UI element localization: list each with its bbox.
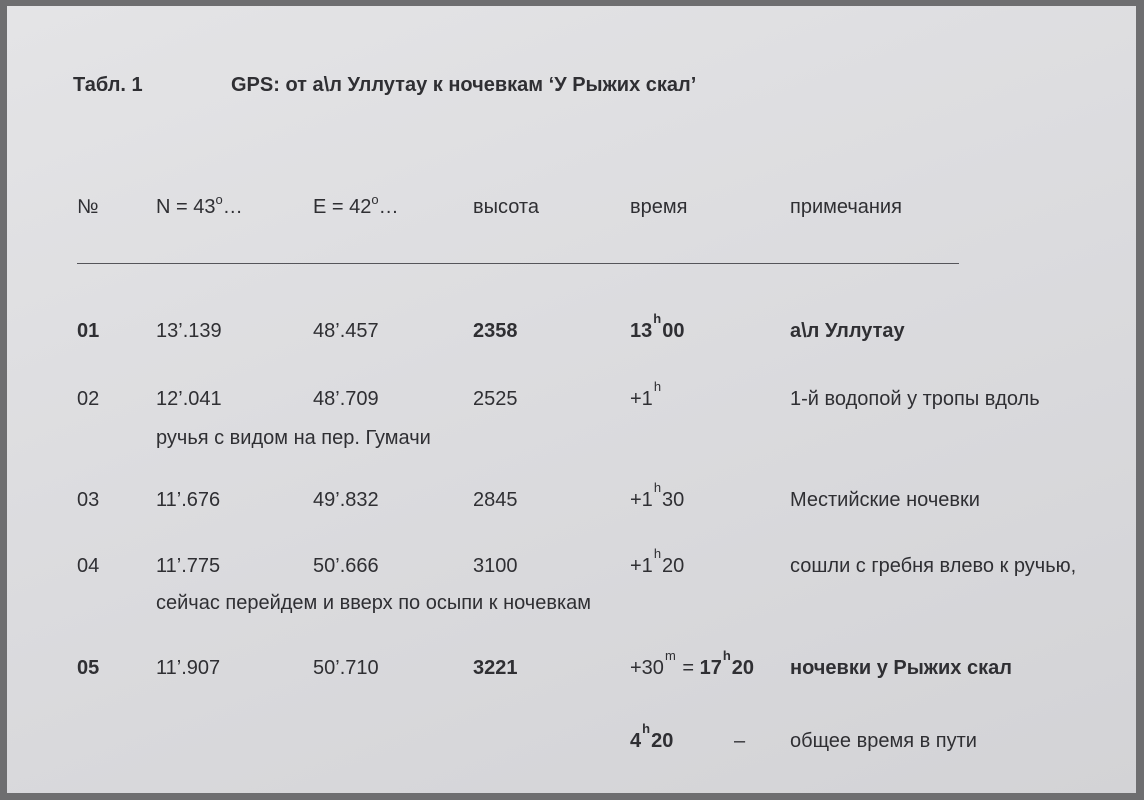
row-lat: 13’.139 [156, 320, 222, 342]
header-divider [77, 263, 959, 264]
row-note: а\л Уллутау [790, 320, 905, 342]
row-note: ночевки у Рыжих скал [790, 657, 1012, 679]
header-lat: $N = 43^о\dots$ [156, 192, 243, 218]
row-time: 13$^h$00 [630, 311, 685, 342]
row-alt: 2845 [473, 489, 518, 511]
document-sheet [7, 6, 1136, 793]
row-alt: 3221 [473, 657, 518, 679]
row-lon: 49’.832 [313, 489, 379, 511]
header-lon: $E = 42^о\dots$ [313, 192, 399, 218]
row-time: $+1^h30$ [630, 480, 685, 511]
row-note: 1-й водопой у тропы вдоль [790, 388, 1040, 410]
row-num: 05 [77, 657, 100, 679]
total-note: общее время в пути [790, 730, 977, 752]
row-alt: 3100 [473, 555, 518, 577]
row-alt: 2525 [473, 388, 518, 410]
row-note: сошли с гребня влево к ручью, [790, 555, 1077, 577]
row-lat: 11’.676 [156, 489, 221, 511]
row-lon: 48’.457 [313, 320, 379, 342]
table-title: GPS: от а\л Уллутау к ночевкам ‘У Рыжих скал’ [231, 74, 697, 96]
row-lon: 50’.710 [313, 657, 379, 679]
total-dash: – [734, 730, 746, 752]
row-note-continuation: ручья с видом на пер. Гумачи [156, 427, 431, 449]
row-lon: 48’.709 [313, 388, 379, 410]
header-num: № [77, 196, 99, 218]
header-time: время [630, 196, 688, 218]
row-time: $+30^m = 17^h20$ [630, 648, 755, 679]
row-lat: 11’.775 [156, 555, 221, 577]
table-label: Табл. 1 [73, 74, 143, 96]
row-lon: 50’.666 [313, 555, 379, 577]
row-lat: 12’.041 [156, 388, 222, 410]
row-num: 01 [77, 320, 100, 342]
row-num: 04 [77, 555, 100, 577]
total-time: 4$^h$20 [630, 721, 674, 752]
row-time: $+1^h20$ [630, 546, 685, 577]
row-time: $+1^h$ [630, 379, 662, 410]
row-lat: 11’.907 [156, 657, 221, 679]
row-num: 03 [77, 489, 100, 511]
row-note-continuation: сейчас перейдем и вверх по осыпи к ночевкам [156, 592, 592, 614]
row-note: Местийские ночевки [790, 489, 980, 511]
row-alt: 2358 [473, 320, 518, 342]
row-num: 02 [77, 388, 100, 410]
header-alt: высота [473, 196, 539, 218]
header-notes: примечания [790, 196, 902, 218]
